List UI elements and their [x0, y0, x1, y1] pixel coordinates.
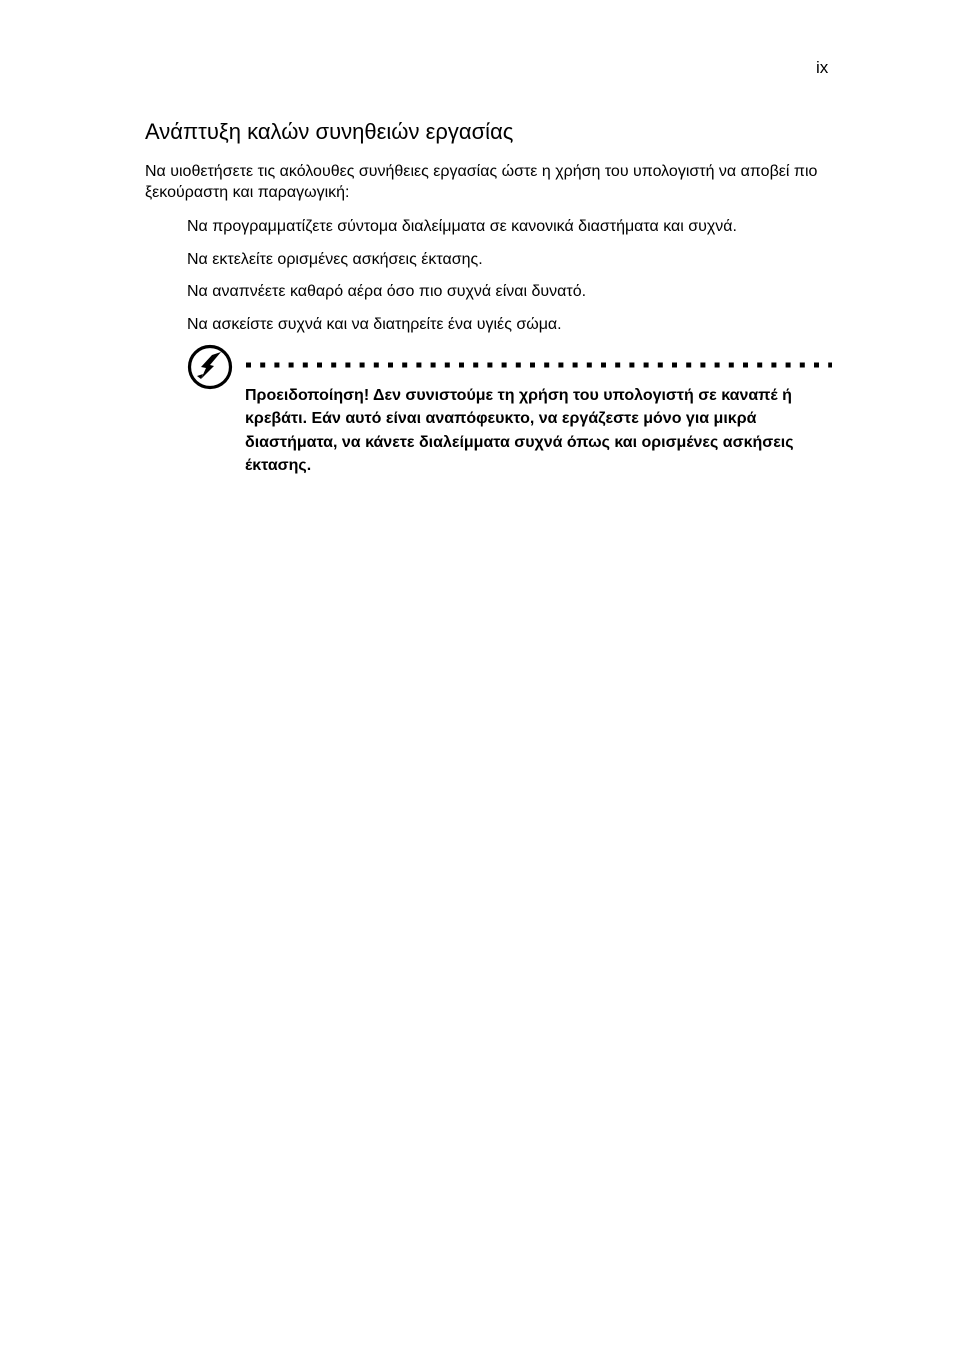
- list-item: Να προγραμματίζετε σύντομα διαλείμματα σε κανονικά διαστήματα και συχνά.: [187, 218, 737, 235]
- tips-list: [187, 217, 737, 347]
- page-number: ix: [816, 58, 829, 77]
- list-item: Να εκτελείτε ορισμένες ασκήσεις έκτασης.: [187, 250, 483, 268]
- lightning-bolt-warning-icon: [186, 343, 234, 391]
- warning-text: Προειδοποίηση! Δεν συνιστούμε τη χρήση του υπολογιστή σε καναπέ ή κρεβάτι. Εάν αυτό είναι αναπόφευκτο, να εργάζεστε μόνο για μικρά διαστήματα, να κάνετε διαλείμματα συχνά όπως και ορισμένες ασκήσεις έκτασης.: [245, 387, 794, 474]
- section-title: Ανάπτυξη καλών συνηθειών εργασίας: [145, 119, 514, 144]
- list-item: Να ασκείστε συχνά και να διατηρείτε ένα υγιές σώμα.: [187, 315, 562, 333]
- warning-dotted-rule: [246, 362, 832, 368]
- intro-paragraph: Να υιοθετήσετε τις ακόλουθες συνήθειες εργασίας ώστε η χρήση του υπολογιστή να αποβεί πιο ξεκούραστη και παραγωγική:: [145, 163, 818, 201]
- list-item: Να αναπνέετε καθαρό αέρα όσο πιο συχνά είναι δυνατό.: [187, 283, 587, 300]
